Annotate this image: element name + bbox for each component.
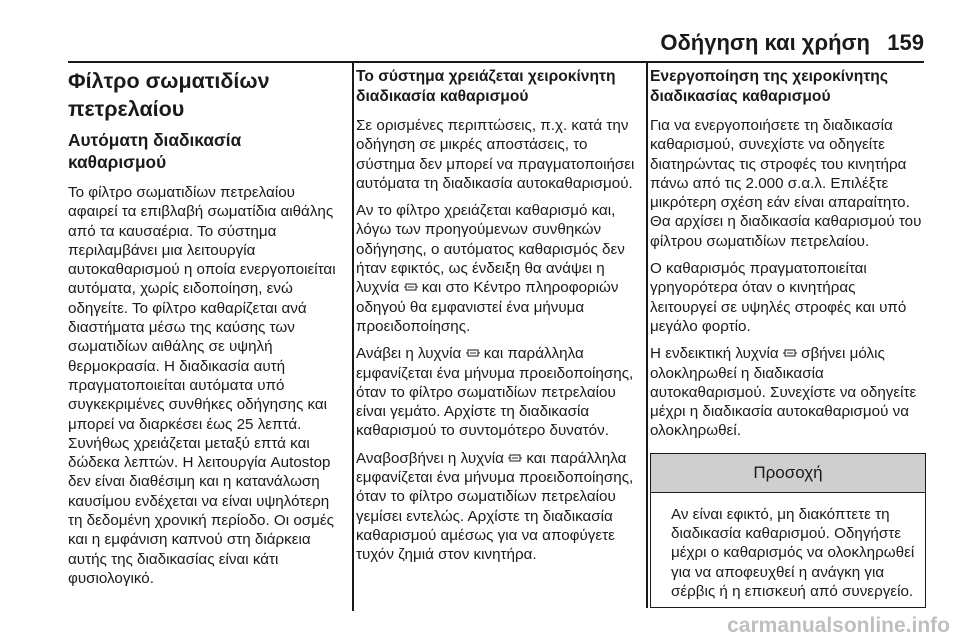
chapter-title: Οδήγηση και χρήση — [660, 30, 870, 55]
watermark: carmanualsonline.info — [727, 614, 950, 637]
column-divider-2 — [646, 63, 648, 608]
column-2 — [356, 63, 636, 573]
paragraph-2-text-b: και στο Κέντρο πληροφοριών οδηγού θα εμφανιστεί ένα μήνυμα προειδοποίησης. — [356, 279, 619, 335]
paragraph-1: Σε ορισμένες περιπτώσεις, π.χ. κατά την οδήγηση σε μικρές αποστάσεις, το σύστημα δεν μπορεί να πραγματοποιήσει αυτόματα τη διαδικασία αυτοκαθαρισμού. — [356, 117, 635, 192]
column-3 — [650, 63, 926, 608]
section-title-line1: Φίλτρο σωματιδίων — [68, 69, 270, 93]
paragraph-4 — [356, 449, 636, 565]
paragraph-3-text-b: και παράλληλα εμφανίζεται ένα μήνυμα προειδοποίησης, όταν το φίλτρο σωματιδίων πετρελαίου είναι γεμάτο. Αρχίστε τη διαδικασία καθαρισμού το συντομότερο δυνατόν. — [356, 345, 634, 440]
subsection-heading: Ενεργοποίηση της χειροκίνητης διαδικασίας καθαρισμού — [650, 68, 888, 105]
caution-box — [650, 453, 926, 608]
diesel-particle-filter-icon — [466, 346, 480, 360]
section-title-line2: πετρελαίου — [68, 97, 185, 121]
page-number: 159 — [887, 30, 924, 55]
paragraph-2 — [356, 201, 636, 336]
body-paragraph: Το φίλτρο σωματιδίων πετρελαίου αφαιρεί τα επιβλαβή σωματίδια αιθάλης από τα καυσαέρια. Το σύστημα περιλαμβάνει μια λειτουργία αυτοκαθαρισμού η οποία ενεργοποιείται αυτόματα, χωρίς ειδοποίηση, ενώ οδηγείτε. Το φίλτρο καθαρίζεται ανά διαστήματα μέσω της καύσης των σωματιδίων αιθάλης σε υψηλή θερμοκρασία. Η διαδικασία αυτή πραγματοποιείται αυτόματα υπό συγκεκριμένες συνθήκες οδήγησης και μπορεί να διαρκέσει έως 25 λεπτά. Συνήθως χρειάζεται μεταξύ επτά και δώδεκα λεπτών. Η λειτουργία Autostop δεν είναι διαθέσιμη και η κατανάλωση καυσίμου ενδέχεται να είναι υψηλότερη τη δεδομένη χρονική περίοδο. Οι οσμές και η εμφάνιση καπνού στη διάρκεια αυτής της διαδικασίας είναι κάτι φυσιολογικό. — [68, 184, 336, 587]
caution-text: Αν είναι εφικτό, μη διακόπτετε τη διαδικασία καθαρισμού. Οδηγήστε μέχρι ο καθαρισμός να ολοκληρωθεί για να αποφευχθεί η ανάγκη για σέρβις ή η επισκευή από συνεργείο. — [671, 505, 915, 600]
page-header — [0, 0, 960, 60]
diesel-particle-filter-icon — [404, 280, 418, 294]
subsection-heading: Το σύστημα χρειάζεται χειροκίνητη διαδικασία καθαρισμού — [356, 68, 616, 105]
subsection-title: Αυτόματη διαδικασία καθαρισμού — [68, 130, 242, 172]
paragraph-3-text-a: Ανάβει η λυχνία — [356, 345, 462, 363]
paragraph-1: Για να ενεργοποιήσετε τη διαδικασία καθαρισμού, συνεχίστε να οδηγείτε διατηρώντας τις στροφές του κινητήρα πάνω από τις 2.000 σ.α.λ. Επιλέξτε μικρότερη σχέση εάν είναι απαραίτητο. Θα αρχίσει η διαδικασία καθαρισμού του φίλτρου σωματιδίων πετρελαίου. — [650, 117, 922, 250]
caution-title: Προσοχή — [651, 454, 925, 493]
paragraph-3 — [356, 344, 636, 440]
paragraph-4-text-a: Αναβοσβήνει η λυχνία — [356, 449, 504, 467]
diesel-particle-filter-icon — [508, 451, 522, 465]
paragraph-3 — [650, 344, 926, 440]
paragraph-3-text-b: σβήνει μόλις ολοκληρωθεί η διαδικασία αυτοκαθαρισμού. Συνεχίστε να οδηγείτε μέχρι η διαδικασία αυτοκαθαρισμού να ολοκληρωθεί. — [650, 345, 917, 440]
column-divider-1 — [352, 63, 354, 611]
column-1 — [68, 63, 342, 596]
paragraph-2-text-a: Αν το φίλτρο χρειάζεται καθαρισμό και, λόγω των προηγούμενων συνθηκών οδήγησης, ο αυτόματος καθαρισμός δεν ήταν εφικτός, ως ένδειξη θα ανάψει η λυχνία — [356, 202, 625, 297]
paragraph-4-text-b: και παράλληλα εμφανίζεται ένα μήνυμα προειδοποίησης, όταν το φίλτρο σωματιδίων πετρελαίου γεμίσει εντελώς. Αρχίστε τη διαδικασία καθαρισμού αμέσως για να αποφύγετε τυχόν ζημιά στον κινητήρα. — [356, 449, 634, 564]
diesel-particle-filter-icon — [783, 346, 797, 360]
paragraph-3-text-a: Η ενδεικτική λυχνία — [650, 345, 779, 363]
paragraph-2: Ο καθαρισμός πραγματοποιείται γρηγορότερα όταν ο κινητήρας λειτουργεί σε υψηλές στροφές και υπό μεγάλο φορτίο. — [650, 260, 907, 335]
section-title — [68, 63, 342, 123]
